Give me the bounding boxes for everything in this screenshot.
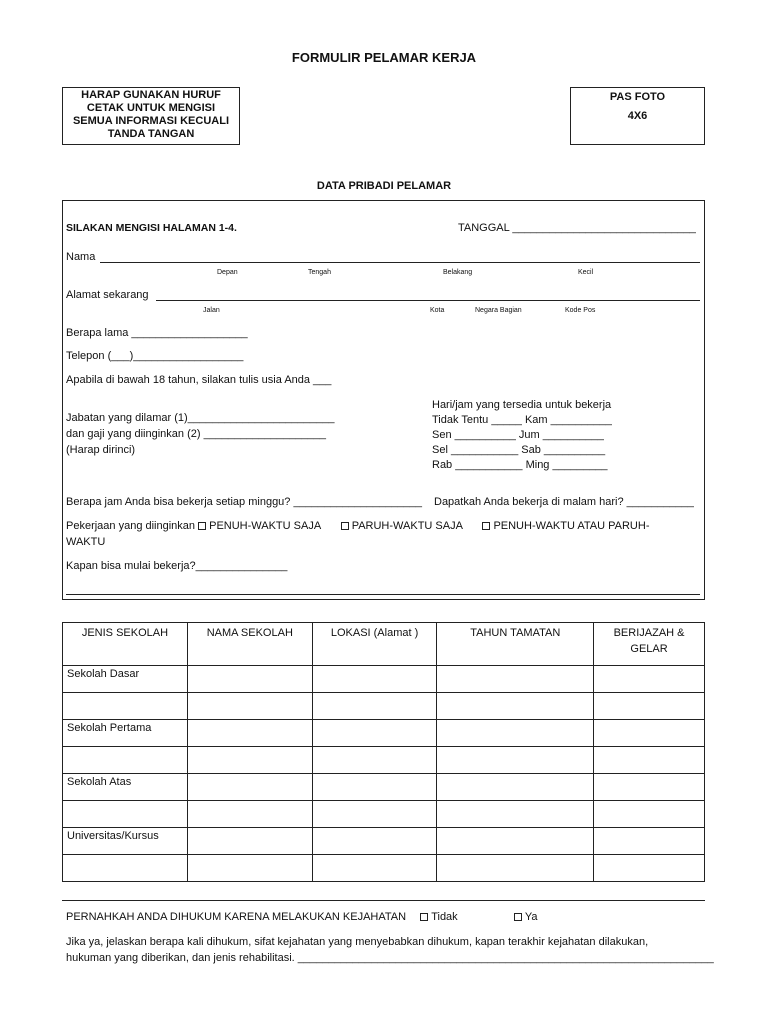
name-field[interactable] — [100, 262, 700, 263]
table-cell[interactable] — [187, 855, 312, 882]
name-middle-caption: Tengah — [308, 269, 331, 276]
full-time-label: PENUH-WAKTU SAJA — [209, 520, 321, 532]
table-cell[interactable] — [312, 720, 437, 747]
address-zip-caption: Kode Pos — [565, 307, 596, 314]
yes-checkbox[interactable] — [514, 913, 522, 921]
education-table — [62, 622, 705, 882]
school-type-cell — [63, 855, 188, 882]
table-cell[interactable] — [594, 855, 705, 882]
how-long-field[interactable]: Berapa lama ___________________ — [66, 327, 248, 339]
age-field[interactable]: Apabila di bawah 18 tahun, silakan tulis usia Anda ___ — [66, 374, 332, 386]
job-type-label: Pekerjaan yang diinginkan — [66, 520, 196, 532]
closing-line — [66, 594, 700, 595]
table-cell[interactable] — [594, 828, 705, 855]
table-row — [63, 828, 705, 855]
address-label: Alamat sekarang — [66, 289, 149, 301]
table-cell[interactable] — [187, 693, 312, 720]
table-cell[interactable] — [437, 666, 594, 693]
table-cell[interactable] — [312, 828, 437, 855]
school-type-cell — [63, 801, 188, 828]
availability-row[interactable]: Rab ___________ Ming _________ — [432, 459, 608, 471]
yes-label: Ya — [524, 911, 538, 923]
instruction-line: HARAP GUNAKAN HURUF — [81, 89, 221, 101]
school-type-cell: Universitas/Kursus — [63, 828, 188, 855]
section-divider — [62, 900, 705, 901]
part-time-label: PARUH-WAKTU SAJA — [351, 520, 463, 532]
degree-header: BERIJAZAH & GELAR — [594, 623, 705, 666]
table-cell[interactable] — [437, 774, 594, 801]
table-row — [63, 720, 705, 747]
table-row — [63, 693, 705, 720]
address-state-caption: Negara Bagian — [475, 307, 522, 314]
table-cell[interactable] — [437, 801, 594, 828]
table-cell[interactable] — [437, 720, 594, 747]
table-cell[interactable] — [312, 747, 437, 774]
address-street-caption: Jalan — [203, 307, 220, 314]
form-title: FORMULIR PELAMAR KERJA — [291, 50, 477, 65]
instruction-box — [62, 87, 240, 145]
instruction-line: SEMUA INFORMASI KECUALI — [72, 115, 230, 127]
job-type-continued: WAKTU — [66, 536, 106, 548]
table-cell[interactable] — [187, 666, 312, 693]
table-cell[interactable] — [594, 801, 705, 828]
photo-label: PAS FOTO — [609, 91, 666, 103]
criminal-question-row — [66, 911, 537, 923]
either-label: PENUH-WAKTU ATAU PARUH- — [493, 520, 650, 532]
school-type-header: JENIS SEKOLAH — [63, 623, 188, 666]
table-cell[interactable] — [594, 774, 705, 801]
photo-size: 4X6 — [627, 110, 648, 122]
address-city-caption: Kota — [430, 307, 445, 314]
name-nick-caption: Kecil — [578, 269, 594, 276]
job-salary-group — [66, 410, 335, 458]
table-cell[interactable] — [594, 666, 705, 693]
graduation-year-header: TAHUN TAMATAN — [437, 623, 594, 666]
photo-box[interactable] — [570, 87, 705, 145]
no-label: Tidak — [431, 911, 458, 923]
specify-note: (Harap dirinci) — [66, 444, 136, 456]
school-type-cell: Sekolah Pertama — [63, 720, 188, 747]
school-type-cell: Sekolah Atas — [63, 774, 188, 801]
name-first-caption: Depan — [217, 269, 238, 276]
table-cell[interactable] — [312, 666, 437, 693]
name-last-caption: Belakang — [443, 269, 473, 276]
table-cell[interactable] — [187, 828, 312, 855]
school-name-header: NAMA SEKOLAH — [187, 623, 312, 666]
table-cell[interactable] — [312, 693, 437, 720]
table-row — [63, 666, 705, 693]
availability-title: Hari/jam yang tersedia untuk bekerja — [432, 399, 612, 411]
table-cell[interactable] — [312, 801, 437, 828]
salary-field[interactable]: dan gaji yang diinginkan (2) ____________________ — [66, 428, 326, 440]
table-cell[interactable] — [187, 720, 312, 747]
table-row — [63, 774, 705, 801]
criminal-explain-field[interactable]: hukuman yang diberikan, dan jenis rehabilitasi. ____________________________________________________________________ — [66, 952, 714, 964]
school-type-cell — [63, 693, 188, 720]
name-label: Nama — [66, 251, 96, 263]
availability-group — [432, 398, 612, 473]
instruction-line: TANDA TANGAN — [107, 128, 195, 140]
address-field[interactable] — [156, 300, 700, 301]
location-header: LOKASI (Alamat ) — [312, 623, 437, 666]
section-title: DATA PRIBADI PELAMAR — [316, 180, 452, 192]
fill-instruction: SILAKAN MENGISI HALAMAN 1-4. — [66, 222, 237, 234]
table-cell[interactable] — [594, 747, 705, 774]
part-time-checkbox[interactable] — [341, 522, 349, 530]
job-type-row — [66, 520, 702, 532]
instruction-line: CETAK UNTUK MENGISI — [86, 102, 216, 114]
night-work-field[interactable]: Dapatkah Anda bekerja di malam hari? ___________ — [434, 496, 694, 508]
job-applied-field[interactable]: Jabatan yang dilamar (1)________________________ — [66, 412, 335, 424]
table-cell[interactable] — [312, 855, 437, 882]
table-cell[interactable] — [437, 747, 594, 774]
table-row — [63, 801, 705, 828]
table-cell[interactable] — [437, 693, 594, 720]
table-header-row — [63, 623, 705, 666]
criminal-question: PERNAHKAH ANDA DIHUKUM KARENA MELAKUKAN KEJAHATAN — [66, 911, 407, 923]
phone-field[interactable]: Telepon (___)__________________ — [66, 350, 244, 362]
school-type-cell — [63, 747, 188, 774]
table-cell[interactable] — [187, 774, 312, 801]
availability-row[interactable]: Tidak Tentu _____ Kam __________ — [432, 414, 612, 426]
school-type-cell: Sekolah Dasar — [63, 666, 188, 693]
table-cell[interactable] — [437, 855, 594, 882]
table-row — [63, 855, 705, 882]
table-cell[interactable] — [594, 720, 705, 747]
table-row — [63, 747, 705, 774]
table-cell[interactable] — [312, 774, 437, 801]
availability-row[interactable]: Sen __________ Jum __________ — [432, 429, 604, 441]
full-time-checkbox[interactable] — [198, 522, 206, 530]
table-cell[interactable] — [437, 828, 594, 855]
either-checkbox[interactable] — [482, 522, 490, 530]
availability-row[interactable]: Sel ___________ Sab __________ — [432, 444, 606, 456]
table-cell[interactable] — [187, 747, 312, 774]
start-date-field[interactable]: Kapan bisa mulai bekerja?_______________ — [66, 560, 288, 572]
criminal-explain-line-1: Jika ya, jelaskan berapa kali dihukum, sifat kejahatan yang menyebabkan dihukum, kapan terakhir kejahatan dilakukan, — [66, 936, 649, 948]
hours-per-week-field[interactable]: Berapa jam Anda bisa bekerja setiap minggu? _____________________ — [66, 496, 422, 508]
table-cell[interactable] — [187, 801, 312, 828]
no-checkbox[interactable] — [420, 913, 428, 921]
date-field[interactable]: TANGGAL ______________________________ — [458, 222, 696, 234]
table-cell[interactable] — [594, 693, 705, 720]
